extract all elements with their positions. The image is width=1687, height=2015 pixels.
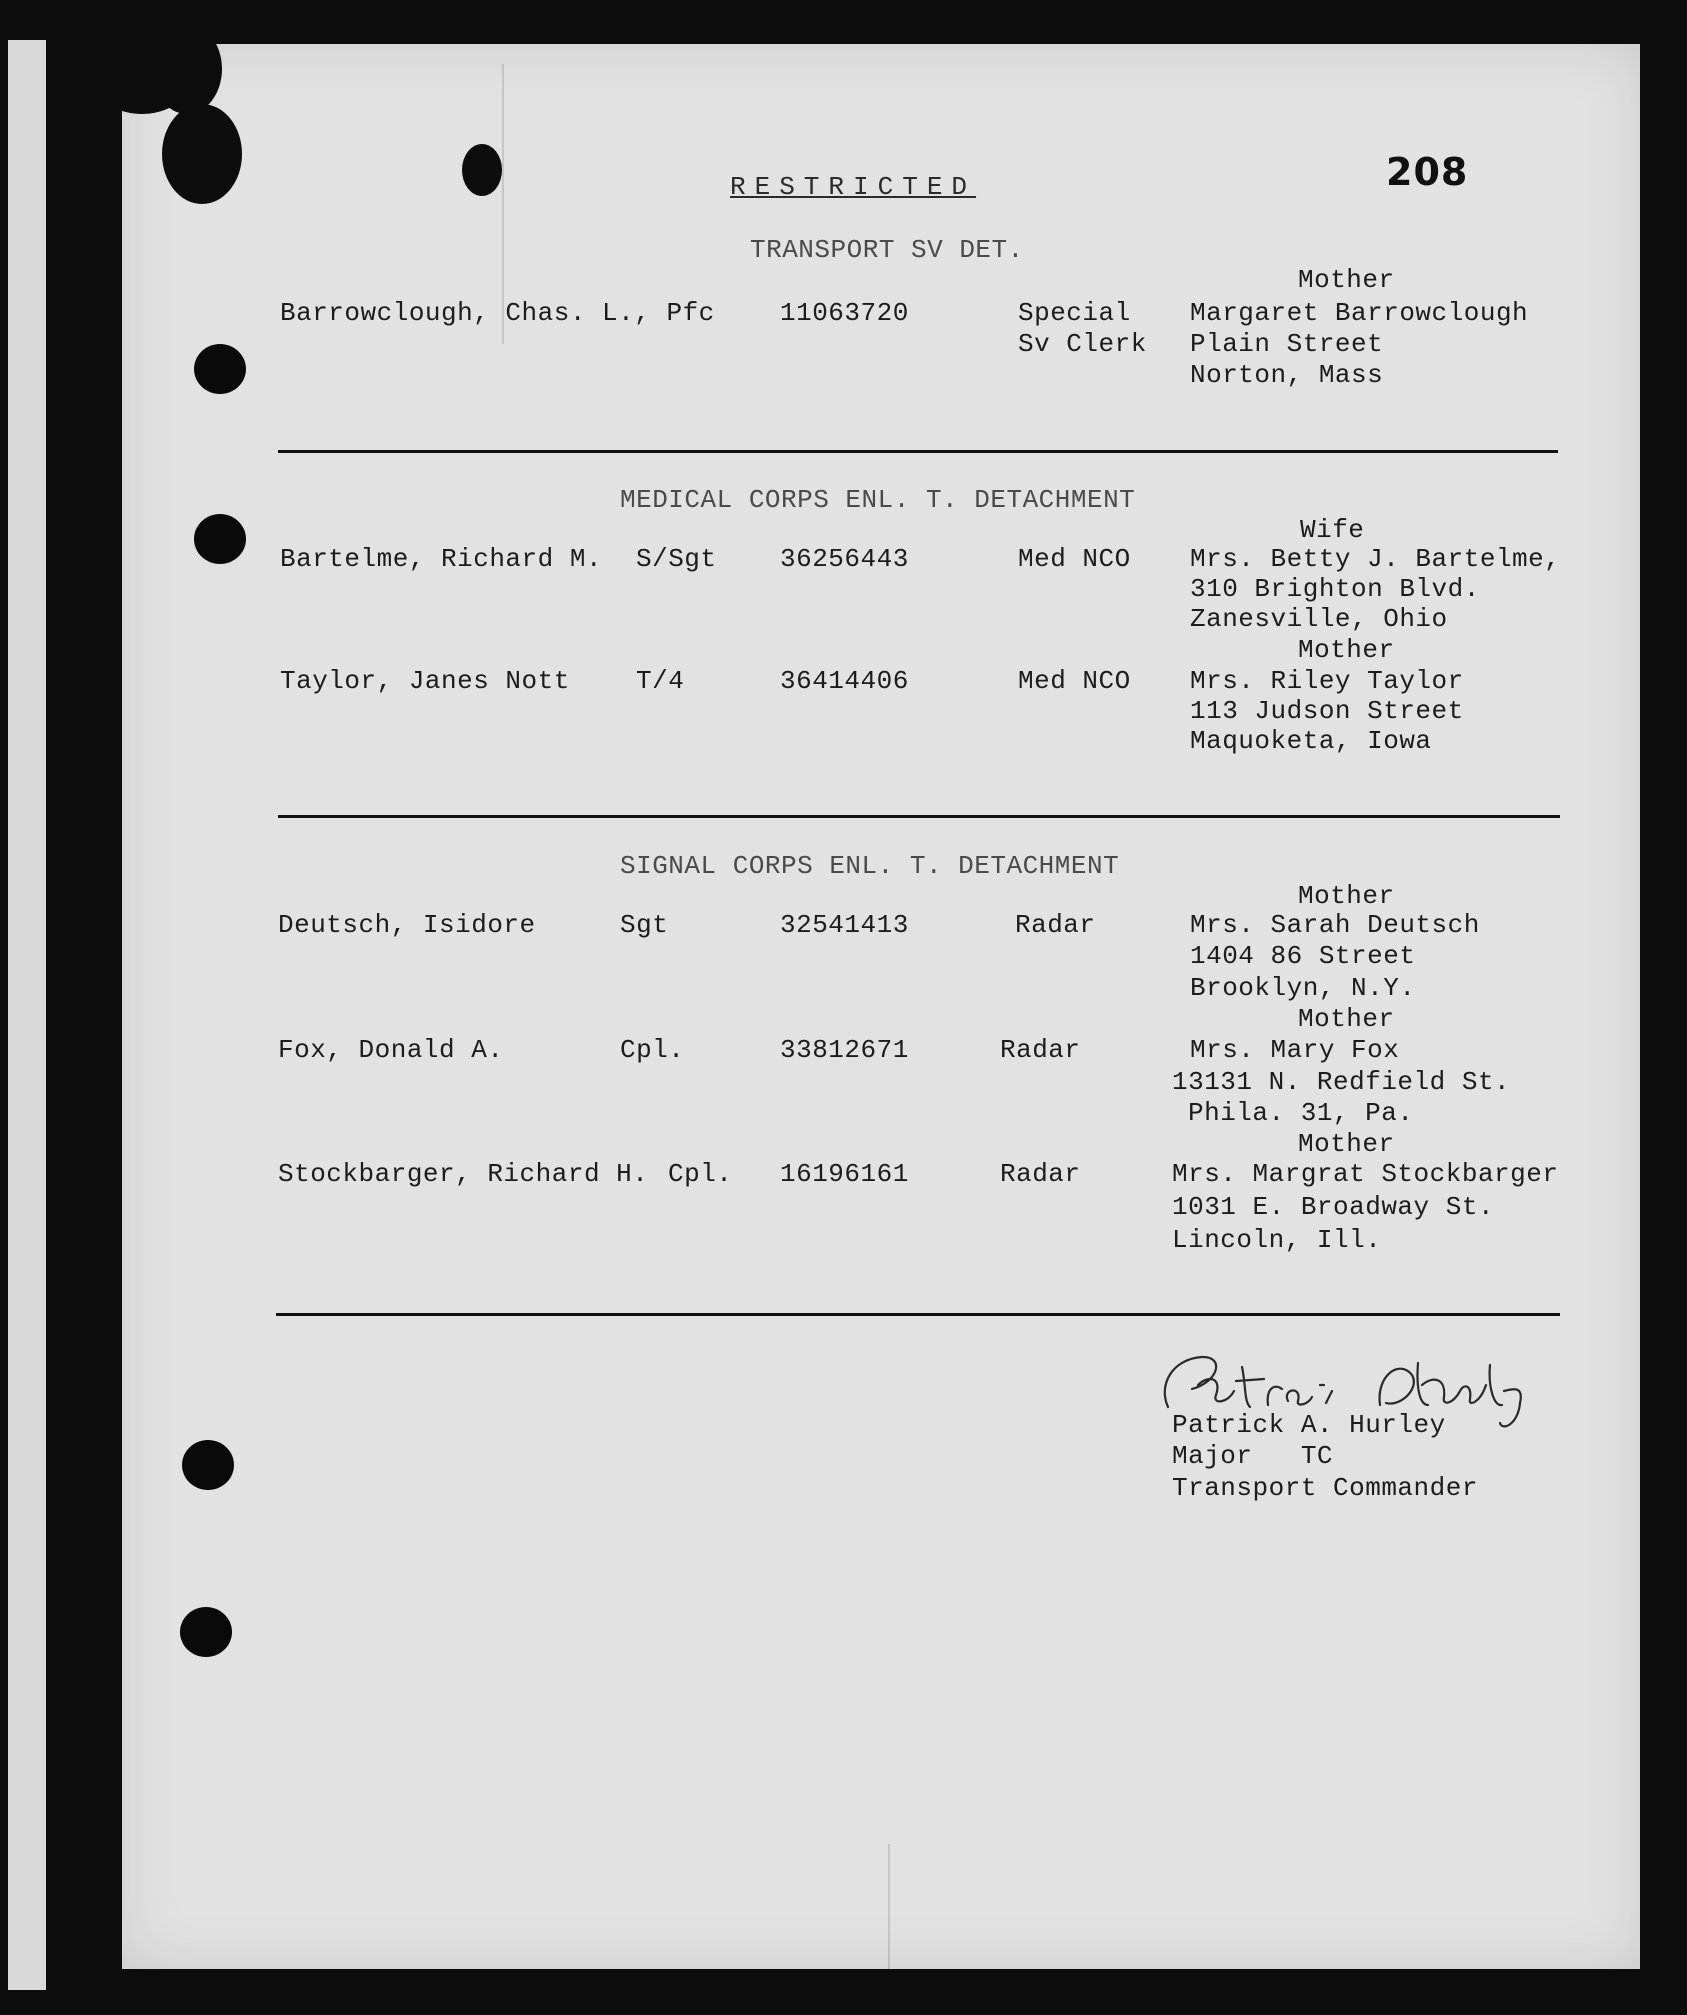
relation-label: Mother [1298, 1129, 1395, 1159]
section-divider [278, 450, 1558, 453]
rank: S/Sgt [636, 544, 717, 574]
serial-number: 16196161 [780, 1159, 909, 1189]
rank: T/4 [636, 666, 685, 696]
relation-label: Wife [1300, 515, 1365, 545]
contact-line: 1404 86 Street [1190, 941, 1416, 971]
contact-line: Margaret Barrowclough [1190, 298, 1529, 328]
contact-line: Mrs. Sarah Deutsch [1190, 910, 1480, 940]
contact-line: 310 Brighton Blvd. [1190, 574, 1480, 604]
torn-corner [152, 24, 222, 114]
punch-hole [182, 1440, 234, 1490]
serial-number: 32541413 [780, 910, 909, 940]
section-divider [278, 815, 1560, 818]
contact-line: Mrs. Riley Taylor [1190, 666, 1464, 696]
signer-name: Patrick A. Hurley [1172, 1410, 1446, 1440]
punch-hole [194, 344, 246, 394]
soldier-name: Fox, Donald A. [278, 1035, 504, 1065]
contact-line: Mrs. Margrat Stockbarger [1172, 1159, 1559, 1189]
contact-line: 113 Judson Street [1190, 696, 1464, 726]
serial-number: 11063720 [780, 298, 909, 328]
signer-rank: Major TC [1172, 1441, 1334, 1471]
duty-line: Radar [1000, 1035, 1081, 1065]
duty-line: Radar [1015, 910, 1096, 940]
relation-label: Mother [1298, 1004, 1395, 1034]
contact-line: Phila. 31, Pa. [1188, 1098, 1414, 1128]
soldier-name: Stockbarger, Richard H. [278, 1159, 649, 1189]
contact-line: Mrs. Betty J. Bartelme, [1190, 544, 1561, 574]
torn-corner [162, 104, 242, 204]
soldier-name: Deutsch, Isidore [278, 910, 536, 940]
contact-line: Norton, Mass [1190, 360, 1384, 390]
contact-line: Lincoln, Ill. [1172, 1225, 1382, 1255]
contact-line: Zanesville, Ohio [1190, 604, 1448, 634]
soldier-name: Taylor, Janes Nott [280, 666, 570, 696]
contact-line: 1031 E. Broadway St. [1172, 1192, 1495, 1222]
duty-line: Radar [1000, 1159, 1081, 1189]
ink-blot [462, 144, 502, 196]
classification-marking: RESTRICTED [730, 172, 977, 202]
rank: Sgt [620, 910, 669, 940]
serial-number: 33812671 [780, 1035, 909, 1065]
contact-line: 13131 N. Redfield St. [1172, 1067, 1511, 1097]
section-divider [276, 1313, 1560, 1316]
punch-hole [180, 1607, 232, 1657]
page-number: 208 [1386, 150, 1469, 194]
section-heading: TRANSPORT SV DET. [750, 235, 1024, 265]
section-heading: SIGNAL CORPS ENL. T. DETACHMENT [620, 851, 1120, 881]
contact-line: Brooklyn, N.Y. [1190, 973, 1416, 1003]
serial-number: 36256443 [780, 544, 909, 574]
contact-line: Maquoketa, Iowa [1190, 726, 1432, 756]
rank: Cpl. [668, 1159, 733, 1189]
rank: Cpl. [620, 1035, 685, 1065]
paper-crease [888, 1844, 890, 1969]
adjacent-page-edge [8, 40, 46, 1990]
duty-line: Special [1018, 298, 1131, 328]
soldier-name: Barrowclough, Chas. L., Pfc [280, 298, 715, 328]
contact-line: Mrs. Mary Fox [1190, 1035, 1400, 1065]
relation-label: Mother [1298, 265, 1395, 295]
section-heading: MEDICAL CORPS ENL. T. DETACHMENT [620, 485, 1136, 515]
serial-number: 36414406 [780, 666, 909, 696]
duty-line: Med NCO [1018, 544, 1131, 574]
punch-hole [194, 514, 246, 564]
soldier-name: Bartelme, Richard M. [280, 544, 603, 574]
document-page [122, 44, 1640, 1969]
duty-line: Med NCO [1018, 666, 1131, 696]
relation-label: Mother [1298, 881, 1395, 911]
relation-label: Mother [1298, 635, 1395, 665]
signer-title: Transport Commander [1172, 1473, 1478, 1503]
contact-line: Plain Street [1190, 329, 1384, 359]
duty-line: Sv Clerk [1018, 329, 1147, 359]
